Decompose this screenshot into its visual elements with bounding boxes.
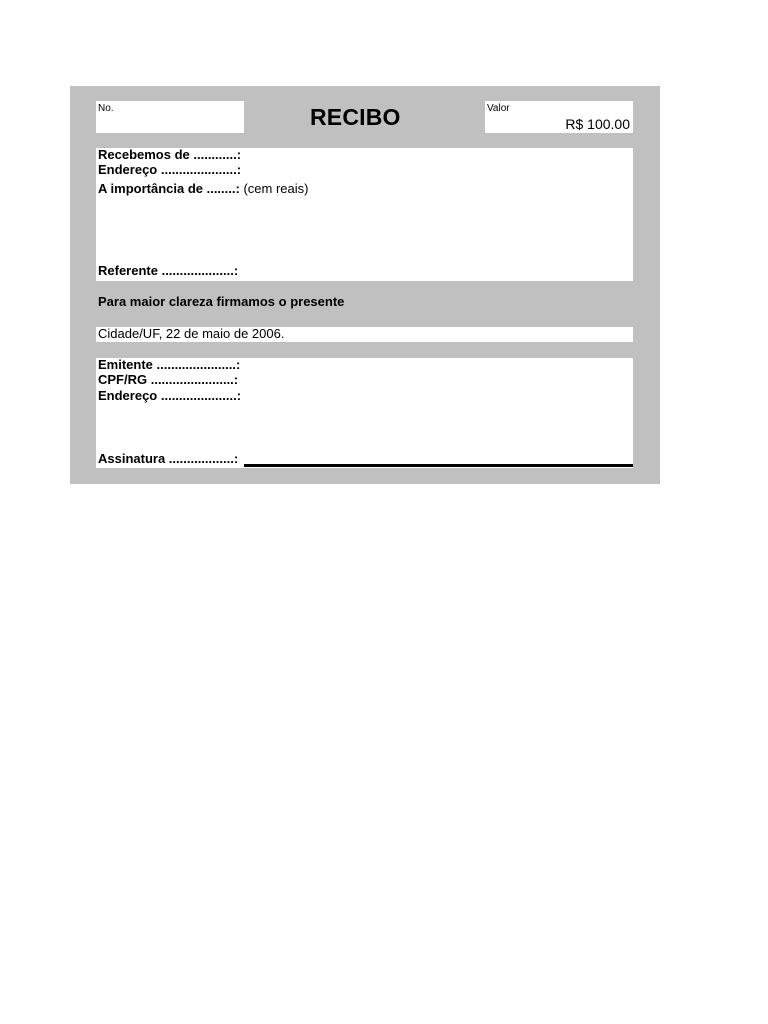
payer-address-row[interactable] — [98, 162, 241, 177]
received-from-row[interactable] — [98, 147, 241, 162]
received-from-label: Recebemos de ............: — [98, 147, 242, 162]
amount-label: A importância de ........: — [98, 181, 240, 196]
city-date-field[interactable] — [96, 327, 633, 342]
issuer-row[interactable] — [98, 357, 240, 372]
city-date-text: Cidade/UF, 22 de maio de 2006. — [98, 326, 285, 341]
signature-label: Assinatura ..................: — [98, 451, 239, 466]
receipt-value-field[interactable] — [485, 101, 633, 133]
issuer-address-row[interactable] — [98, 388, 241, 403]
issuer-label: Emitente ......................: — [98, 357, 241, 372]
receipt-title: RECIBO — [310, 104, 401, 130]
issuer-address-label: Endereço .....................: — [98, 388, 242, 403]
issuer-details-section — [96, 358, 633, 468]
amount-row[interactable] — [98, 181, 308, 196]
receipt-value-label: Valor — [487, 103, 510, 114]
receipt-number-label: No. — [98, 103, 114, 114]
reference-label: Referente ....................: — [98, 263, 239, 278]
receipt-number-field[interactable] — [96, 101, 244, 133]
receipt-value: R$ 100.00 — [565, 116, 630, 132]
signature-row[interactable] — [98, 451, 238, 466]
cpf-rg-label: CPF/RG .......................: — [98, 372, 239, 387]
payer-address-label: Endereço .....................: — [98, 162, 242, 177]
clarity-statement: Para maior clareza firmamos o presente — [98, 294, 345, 309]
reference-row[interactable] — [98, 263, 238, 278]
receipt-form — [70, 86, 660, 484]
amount-words: (cem reais) — [243, 181, 309, 196]
signature-line[interactable] — [244, 464, 633, 467]
cpf-rg-row[interactable] — [98, 372, 238, 387]
payer-details-section — [96, 148, 633, 281]
